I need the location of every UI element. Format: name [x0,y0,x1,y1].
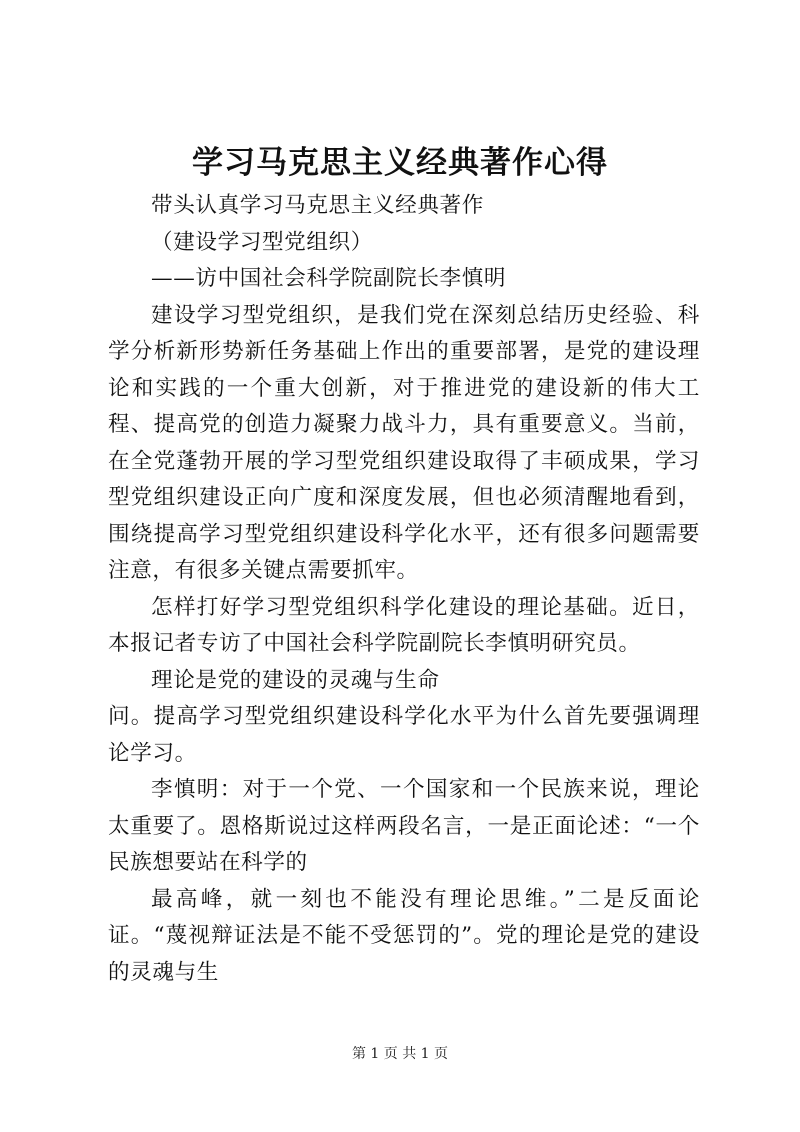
body-paragraph: 怎样打好学习型党组织科学化建设的理论基础。近日，本报记者专访了中国社会科学院副院长李慎明研究员。 [108,594,700,656]
document-title: 学习马克思主义经典著作心得 [192,145,608,181]
answer-paragraph: 李慎明：对于一个党、一个国家和一个民族来说，理论太重要了。恩格斯说过这样两段名言，一是正面论述：“一个民族想要站在科学的 [108,777,700,875]
question-paragraph: 问。提高学习型党组织建设科学化水平为什么首先要强调理论学习。 [108,704,700,766]
section-heading: 理论是党的建设的灵魂与生命 [151,667,440,693]
body-paragraph: 最高峰，就一刻也不能没有理论思维。”二是反面论证。“蔑视辩证法是不能不受惩罚的”。党的理论是党的建设的灵魂与生 [108,886,700,985]
body-paragraph: 建设学习型党组织，是我们党在深刻总结历史经验、科学分析新形势新任务基础上作出的重要部署，是党的建设理论和实践的一个重大创新，对于推进党的建设新的伟大工程、提高党的创造力凝聚力战斗力，具有重要意义。当前，在全党蓬勃开展的学习型党组织建设取得了丰硕成果，学习型党组织建设正向广度和深度发展，但也必须清醒地看到，围绕提高学习型党组织建设科学化水平，还有很多问题需要注意，有很多关键点需要抓牢。 [108,302,700,583]
interview-byline: ——访中国社会科学院副院长李慎明 [151,266,507,291]
subtitle-parenthetical: （建设学习型党组织） [151,229,373,255]
document-body [108,188,700,991]
subtitle: 带头认真学习马克思主义经典著作 [151,193,484,218]
page-footer: 第 1 页 共 1 页 [351,1046,449,1062]
